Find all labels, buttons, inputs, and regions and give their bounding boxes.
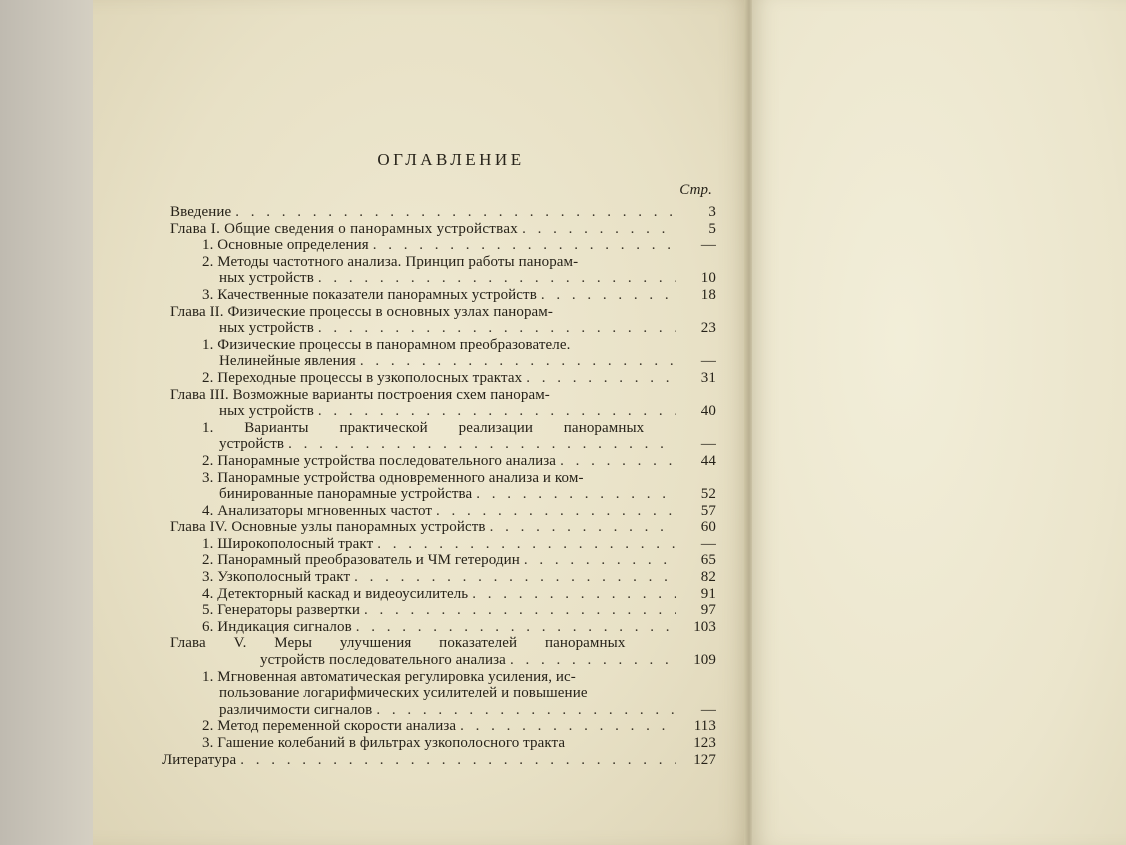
toc-entry-page: 97 xyxy=(700,602,716,619)
toc-entry-page: 23 xyxy=(700,320,716,337)
dot-leader xyxy=(364,602,676,619)
toc-chapter xyxy=(160,221,716,238)
dot-leader xyxy=(490,519,676,536)
toc-entry-line: 3. Панорамные устройства одновременного анализа и ком- xyxy=(202,469,584,486)
toc-entry xyxy=(160,453,716,470)
toc-entry-page: 31 xyxy=(700,369,716,386)
toc-entry xyxy=(160,204,716,221)
toc-entry-page: 18 xyxy=(700,286,716,303)
toc-entry-label: Литература xyxy=(162,751,237,768)
toc-entry-page: 5 xyxy=(708,220,716,237)
toc-entry xyxy=(160,619,716,636)
toc-entry-label: 6. Индикация сигналов xyxy=(202,618,352,635)
toc-entry-line: 1. Мгновенная автоматическая регулировка усиления, ис- xyxy=(202,668,576,685)
toc-entry-page: 40 xyxy=(700,403,716,420)
toc-entry-page: 52 xyxy=(700,486,716,503)
toc-entry xyxy=(160,569,716,586)
toc-entry-page: 113 xyxy=(693,718,716,735)
toc-entry xyxy=(160,718,716,735)
background-left xyxy=(0,0,100,845)
toc-entry-page: 103 xyxy=(693,618,716,635)
dot-leader xyxy=(560,453,676,470)
dot-leader xyxy=(360,353,676,370)
toc-chapter xyxy=(160,320,716,337)
toc-chapter-line: Глава III. Возможные варианты построения схем панорам- xyxy=(170,386,550,403)
page-column-header: Стр. xyxy=(679,182,712,198)
dot-leader xyxy=(436,503,676,520)
dot-leader xyxy=(288,436,676,453)
toc-entry-label: Глава IV. Основные узлы панорамных устройств xyxy=(170,519,486,536)
book-page-right xyxy=(752,0,1126,845)
toc-entry-label: 4. Анализаторы мгновенных частот xyxy=(202,502,433,519)
toc-entry-page: 123 xyxy=(693,735,716,751)
toc-entry-label: 2. Переходные процессы в узкополосных трактах xyxy=(202,369,523,386)
toc-entry-label: 4. Детекторный каскад и видеоусилитель xyxy=(202,585,469,602)
toc-entry-label: Нелинейные явления xyxy=(219,353,356,370)
toc-entry xyxy=(160,270,716,287)
toc-chapter xyxy=(160,519,716,536)
toc-entry-label: 2. Метод переменной скорости анализа xyxy=(202,718,457,735)
toc-entry-page: 91 xyxy=(700,585,716,602)
dot-leader xyxy=(318,403,676,420)
dot-leader xyxy=(373,237,676,254)
dot-leader xyxy=(526,370,676,387)
dot-leader xyxy=(318,270,676,287)
dot-leader xyxy=(524,552,676,569)
dot-leader xyxy=(472,586,676,603)
toc-entry-page: 10 xyxy=(700,270,716,287)
dot-leader xyxy=(460,718,676,735)
toc-entry-label: 3. Качественные показатели панорамных устройств xyxy=(202,286,537,303)
toc-entry xyxy=(160,353,716,370)
toc-entry-page: 3 xyxy=(708,204,716,220)
toc-entry-label: различимости сигналов xyxy=(219,701,373,718)
toc-entry-label: 1. Основные определения xyxy=(202,237,369,254)
toc-entry xyxy=(160,602,716,619)
dot-leader xyxy=(240,752,676,769)
toc-entry-page: 82 xyxy=(700,569,716,586)
toc-entry xyxy=(160,536,716,553)
dot-leader xyxy=(356,619,676,636)
toc-chapter-line: Глава II. Физические процессы в основных узлах панорам- xyxy=(170,303,553,320)
toc-entry-page: — xyxy=(700,353,716,370)
toc-entry-line: пользование логарифмических усилителей и повышение xyxy=(219,685,588,702)
toc-entry-label: ных устройств xyxy=(219,403,314,420)
toc-entry-page: — xyxy=(700,237,716,254)
toc-entry xyxy=(160,752,716,769)
toc-entry-page: — xyxy=(700,535,716,552)
toc-entry-page: 127 xyxy=(693,751,716,768)
toc-entry-label: ных устройств xyxy=(219,320,314,337)
toc-entry xyxy=(160,503,716,520)
dot-leader xyxy=(510,652,676,669)
toc-entry xyxy=(160,287,716,304)
toc-entry xyxy=(160,436,716,453)
toc-chapter xyxy=(160,403,716,420)
dot-leader xyxy=(354,569,676,586)
dot-leader xyxy=(376,702,676,719)
dot-leader xyxy=(541,287,676,304)
toc-chapter-line: Глава V. Меры улучшения показателей панорамных xyxy=(170,635,626,652)
toc-entry-page: 57 xyxy=(700,502,716,519)
table-of-contents xyxy=(160,150,716,768)
toc-entry-line: 1. Варианты практической реализации панорамных xyxy=(202,419,645,436)
toc-entry-label: 2. Панорамный преобразователь и ЧМ гетеродин xyxy=(202,552,520,569)
toc-entry-label: 3. Гашение колебаний в фильтрах узкополосного тракта xyxy=(202,735,566,751)
toc-entry-page: 60 xyxy=(700,519,716,536)
dot-leader xyxy=(377,536,676,553)
toc-entry xyxy=(160,552,716,569)
toc-entry xyxy=(160,586,716,603)
toc-entry-page: — xyxy=(700,436,716,453)
toc-title: ОГЛАВЛЕНИЕ xyxy=(377,150,525,169)
toc-entry-label: устройств последовательного анализа xyxy=(260,652,506,669)
toc-entry xyxy=(160,486,716,503)
toc-entry-page: — xyxy=(700,701,716,718)
dot-leader xyxy=(522,221,676,238)
toc-entry xyxy=(160,370,716,387)
toc-entry-label: ных устройств xyxy=(219,270,314,287)
dot-leader xyxy=(318,320,676,337)
toc-entry-label: бинированные панорамные устройства xyxy=(219,486,473,503)
dot-leader xyxy=(235,204,676,221)
toc-entry-line: 1. Физические процессы в панорамном преобразователе. xyxy=(202,336,571,353)
toc-entry-label: 1. Широкополосный тракт xyxy=(202,535,374,552)
toc-entry-page: 65 xyxy=(700,552,716,569)
dot-leader xyxy=(476,486,676,503)
toc-entry-label: 5. Генераторы развертки xyxy=(202,602,361,619)
toc-entry-label: 3. Узкополосный тракт xyxy=(202,569,351,586)
toc-entry-label: Глава I. Общие сведения о панорамных устройствах xyxy=(170,220,519,237)
toc-entry-label: 2. Панорамные устройства последовательного анализа xyxy=(202,452,557,469)
toc-entry-page: 44 xyxy=(700,452,716,469)
toc-entry-line: 2. Методы частотного анализа. Принцип работы панорам- xyxy=(202,253,579,270)
toc-entry xyxy=(160,237,716,254)
toc-entry xyxy=(160,702,716,719)
toc-entry-page: 109 xyxy=(693,652,716,669)
toc-chapter xyxy=(160,652,716,669)
toc-entry xyxy=(160,735,716,752)
toc-entry-label: Введение xyxy=(170,204,232,220)
toc-entry-label: устройств xyxy=(219,436,285,453)
